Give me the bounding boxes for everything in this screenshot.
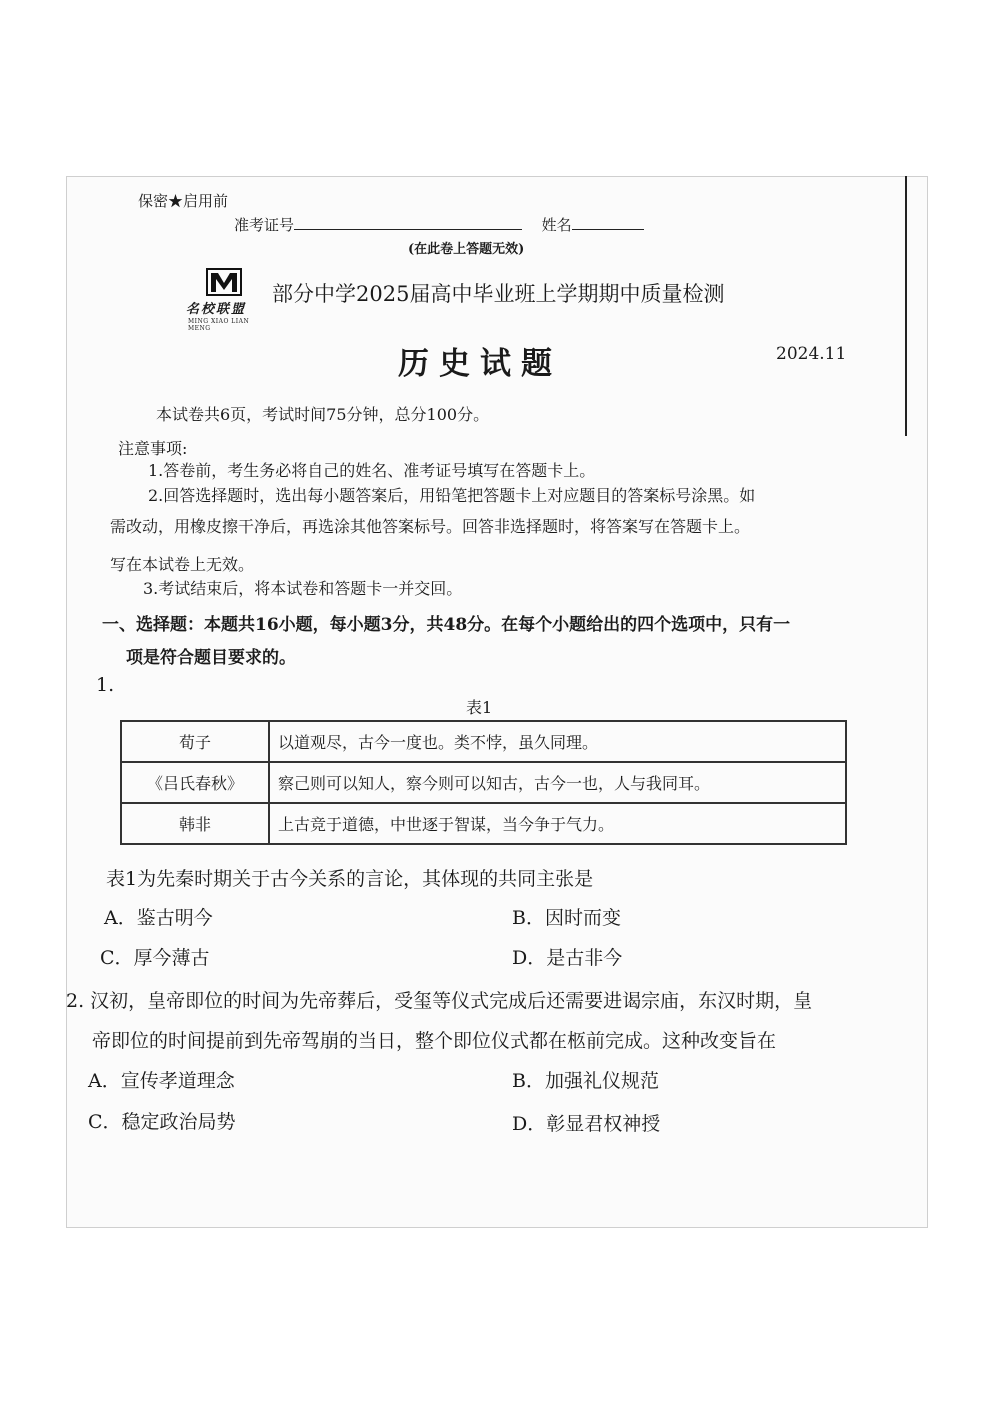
table-cell-source: 荀子 (121, 721, 269, 762)
exam-date: 2024.11 (776, 344, 847, 364)
logo-en-text: MING XIAO LIAN MENG (188, 318, 250, 332)
name-label: 姓名 (541, 216, 572, 234)
exam-id-row (234, 214, 644, 235)
note-2-line-3: 写在本试卷上无效。 (110, 555, 255, 574)
table-row (121, 762, 846, 803)
notes-heading: 注意事项: (118, 439, 188, 458)
table-cell-quote: 察己则可以知人，察今则可以知古，古今一也，人与我同耳。 (269, 762, 846, 803)
page-edge-line (905, 176, 907, 436)
exam-id-label: 准考证号 (234, 216, 295, 234)
section-1-line-2: 项是符合题目要求的。 (126, 648, 296, 668)
section-1-line-1: 一、选择题：本题共16小题，每小题3分，共48分。在每个小题给出的四个选项中，只有一 (102, 615, 791, 635)
q1-option-d[interactable]: D．是古非今 (512, 947, 623, 969)
subject-title: 历史试题 (398, 346, 562, 382)
exam-id-blank (294, 215, 522, 230)
q1-quote-table (120, 720, 847, 845)
q2-stem-line-1: 2. 汉初，皇帝即位的时间为先帝葬后，受玺等仪式完成后还需要进谒宗庙，东汉时期，皇 (66, 990, 813, 1012)
table-row (121, 803, 846, 844)
note-1: 1.答卷前，考生务必将自己的姓名、准考证号填写在答题卡上。 (148, 461, 596, 480)
q1-option-b[interactable]: B．因时而变 (512, 907, 621, 929)
q1-option-c[interactable]: C．厚今薄古 (100, 947, 210, 969)
logo-cn-text: 名校联盟 (186, 302, 247, 317)
note-2-line-2: 需改动，用橡皮擦干净后，再选涂其他答案标号。回答非选择题时，将答案写在答题卡上。 (110, 517, 751, 536)
table-row (121, 721, 846, 762)
note-3: 3.考试结束后，将本试卷和答题卡一并交回。 (143, 579, 463, 598)
q2-option-d[interactable]: D．彰显君权神授 (512, 1113, 661, 1135)
exam-intro: 本试卷共6页，考试时间75分钟，总分100分。 (156, 405, 490, 424)
exam-series-title: 部分中学2025届高中毕业班上学期期中质量检测 (272, 282, 725, 306)
table-cell-source: 《吕氏春秋》 (121, 762, 269, 803)
q1-number: 1. (96, 674, 115, 696)
invalid-note: (在此卷上答题无效) (408, 242, 525, 257)
q1-stem: 表1为先秦时期关于古今关系的言论，其体现的共同主张是 (106, 868, 594, 890)
table-cell-quote: 以道观尽，古今一度也。类不悖，虽久同理。 (269, 721, 846, 762)
name-blank (572, 215, 644, 230)
secret-label: 保密★启用前 (138, 192, 229, 210)
note-2-line-1: 2.回答选择题时，选出每小题答案后，用铅笔把答题卡上对应题目的答案标号涂黑。如 (148, 486, 756, 505)
school-alliance-logo (186, 268, 262, 332)
q2-option-c[interactable]: C．稳定政治局势 (88, 1111, 236, 1133)
q1-option-a[interactable]: A．鉴古明今 (104, 907, 213, 929)
table-cell-quote: 上古竞于道德，中世逐于智谋，当今争于气力。 (269, 803, 846, 844)
q2-option-a[interactable]: A．宣传孝道理念 (88, 1070, 235, 1092)
q2-option-b[interactable]: B．加强礼仪规范 (512, 1070, 659, 1092)
q2-stem-line-2: 帝即位的时间提前到先帝驾崩的当日，整个即位仪式都在柩前完成。这种改变旨在 (92, 1030, 777, 1052)
logo-m-icon (206, 268, 242, 296)
table-cell-source: 韩非 (121, 803, 269, 844)
q1-table-caption: 表1 (466, 698, 493, 717)
